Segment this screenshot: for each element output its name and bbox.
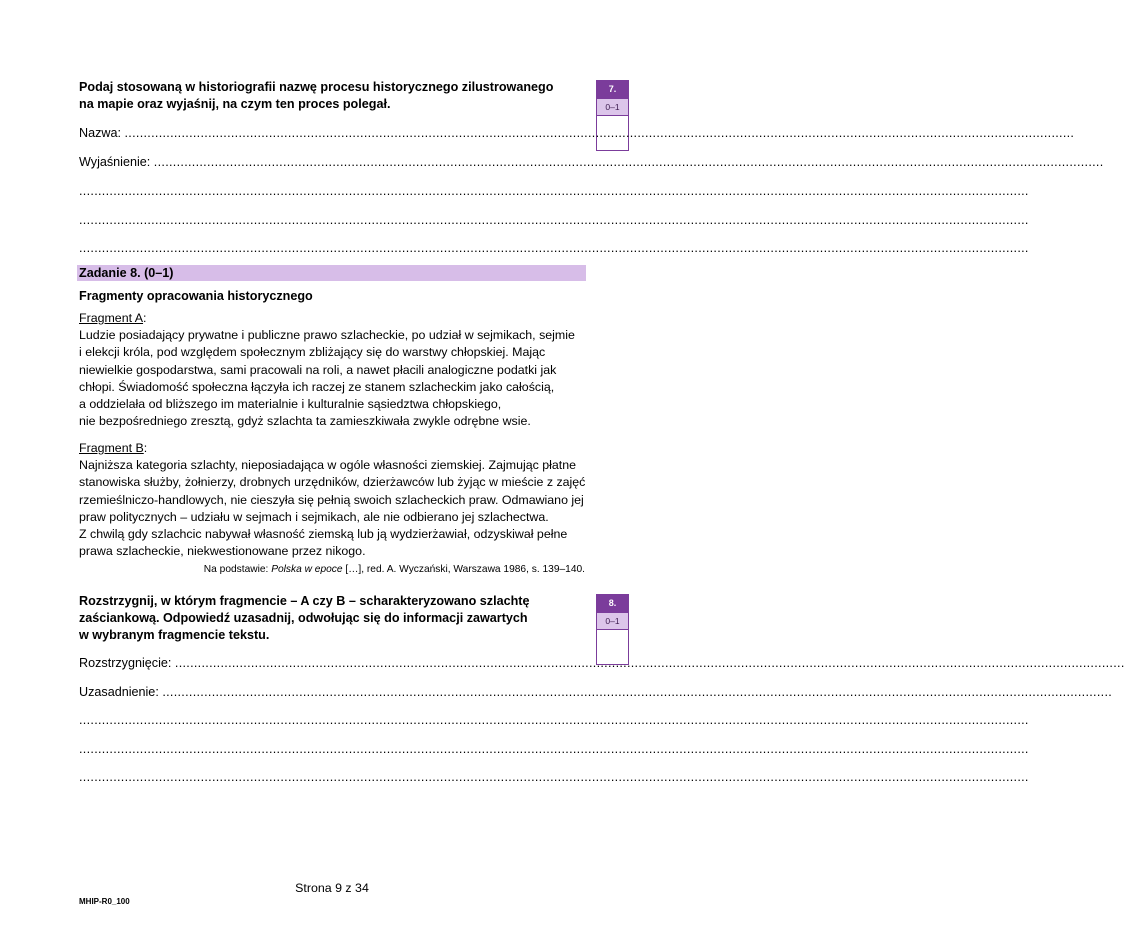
fragment-b-line: prawa szlacheckie, niekwestionowane przez nikogo.	[79, 544, 366, 559]
fragment-a-line: niewielkie gospodarstwa, sami pracowali na roli, a nawet płacili analogiczne podatki jak	[79, 362, 557, 377]
fragment-b: Fragment B: Najniższa kategoria szlachty, nieposiadająca w ogóle własności ziemskiej. Zajmując płatne stanowiska służby, żołnierzy, drobnych urzędników, dzierżawców lub żyjąc w mieście z zajęć rzemieślniczo-handlowych, nie cieszyła się pełnią swoich szlacheckich praw. Odmawiano jej praw politycznych – udziału w sejmach i sejmikach, ale nie odbierano jej szlachectwa. Z chwilą gdy szlachcic nabywał własność ziemską lub ją wydzierżawiał, odzyskiwał pełne prawa szlacheckie, niekwestionowane przez nikogo.	[79, 440, 585, 560]
label-name: Nazwa:	[79, 126, 125, 140]
question-line: Podaj stosowaną w historiografii nazwę procesu historycznego zilustrowanego	[79, 80, 554, 94]
answer-line-blank[interactable]: ..........................................................................................................................................................................................................................................................	[79, 184, 1029, 198]
fragment-a: Fragment A: Ludzie posiadający prywatne i publiczne prawo szlacheckie, po udział w sejmikach, sejmie i elekcji króla, pod względem społecznym zbliżający się do warstwy chłopskiej. Mając niewielkie gospodarstwa, sami pracowali na roli, a nawet płacili analogiczne podatki jak chłopi. Świadomość społeczna łączyła ich raczej ze stanem szlacheckim jako całością, a oddzielała od bliższego im materialnie i kulturalnie sąsiedztwa chłopskiego, nie bezpośredniego zresztą, gdyż szlachta ta zamieszkiwała zwykle odrębne wsie.	[79, 310, 575, 430]
answer-line-explanation[interactable]	[79, 155, 1104, 169]
fragment-a-line: nie bezpośredniego zresztą, gdyż szlachta ta zamieszkiwała zwykle odrębne wsie.	[79, 414, 531, 429]
task-8-question	[79, 593, 589, 644]
fragment-a-line: a oddzielała od bliższego im materialnie i kulturalnie sąsiedztwa chłopskiego,	[79, 397, 502, 412]
answer-line-blank[interactable]: ..........................................................................................................................................................................................................................................................	[79, 241, 1029, 255]
score-box-range: 0–1	[597, 612, 628, 630]
label-justification: Uzasadnienie:	[79, 685, 163, 699]
fragment-b-line: stanowiska służby, żołnierzy, drobnych urzędników, dzierżawców lub żyjąc w mieście z zajęć	[79, 475, 586, 490]
dotted-line: ..........................................................................................................................................................................................................................................................	[162, 685, 1113, 699]
source-citation	[204, 563, 585, 576]
answer-line-blank[interactable]: ..........................................................................................................................................................................................................................................................	[79, 213, 1029, 227]
answer-line-name[interactable]	[79, 126, 1075, 140]
fragment-a-line: Ludzie posiadający prywatne i publiczne prawo szlacheckie, po udział w sejmikach, sejmie	[79, 328, 575, 343]
page-number: Strona 9 z 34	[295, 881, 369, 895]
fragment-b-line: Z chwilą gdy szlachcic nabywał własność ziemską lub ją wydzierżawiał, odzyskiwał pełne	[79, 527, 568, 542]
source-rest: […], red. A. Wyczański, Warszawa 1986, s. 139–140.	[342, 564, 585, 575]
source-prefix: Na podstawie:	[203, 564, 272, 575]
label-decision: Rozstrzygnięcie:	[79, 656, 175, 670]
question-line: w wybranym fragmencie tekstu.	[79, 628, 270, 642]
dotted-line: ..........................................................................................................................................................................................................................................................	[153, 155, 1104, 169]
answer-line-blank[interactable]: ..........................................................................................................................................................................................................................................................	[79, 713, 1029, 727]
dotted-line: ..........................................................................................................................................................................................................................................................	[124, 126, 1075, 140]
score-box-task-7	[596, 80, 629, 151]
answer-line-blank[interactable]: ..........................................................................................................................................................................................................................................................	[79, 770, 1029, 784]
score-box-number: 7.	[597, 81, 628, 98]
answer-line-blank[interactable]: ..........................................................................................................................................................................................................................................................	[79, 742, 1029, 756]
score-box-range: 0–1	[597, 98, 628, 116]
fragment-b-line: rzemieślniczo-handlowych, nie cieszyła się pełnią swoich szlacheckich praw. Odmawiano jej	[79, 492, 584, 507]
dotted-line: ..........................................................................................................................................................................................................................................................	[174, 656, 1125, 670]
fragment-a-line: i elekcji króla, pod względem społecznym zbliżający się do warstwy chłopskiej. Mając	[79, 345, 546, 360]
exam-code: MHIP-R0_100	[79, 897, 130, 906]
source-title: Polska w epoce	[271, 564, 343, 575]
answer-line-decision[interactable]	[79, 656, 1125, 670]
question-line: Rozstrzygnij, w którym fragmencie – A czy B – scharakteryzowano szlachtę	[79, 594, 530, 608]
answer-line-justification[interactable]	[79, 685, 1113, 699]
fragment-b-title: Fragment B	[79, 441, 144, 455]
question-line: zaściankową. Odpowiedź uzasadnij, odwołując się do informacji zawartych	[79, 611, 528, 625]
score-box-task-8	[596, 594, 629, 665]
task-8-subtitle: Fragmenty opracowania historycznego	[79, 289, 313, 303]
label-explanation: Wyjaśnienie:	[79, 155, 154, 169]
fragment-b-line: praw politycznych – udziału w sejmach i sejmikach, ale nie odbierano jej szlachectwa.	[79, 509, 549, 524]
task-8-header-bar	[77, 265, 586, 281]
fragment-a-title: Fragment A	[79, 311, 144, 325]
score-box-number: 8.	[597, 595, 628, 612]
task-8-header: Zadanie 8. (0–1)	[79, 266, 174, 280]
fragment-a-line: chłopi. Świadomość społeczna łączyła ich raczej ze stanem szlacheckim jako całością,	[79, 379, 555, 394]
task-7-question	[79, 79, 589, 113]
fragment-b-line: Najniższa kategoria szlachty, nieposiadająca w ogóle własności ziemskiej. Zajmując płatne	[79, 458, 577, 473]
question-line: na mapie oraz wyjaśnij, na czym ten proces polegał.	[79, 97, 391, 111]
